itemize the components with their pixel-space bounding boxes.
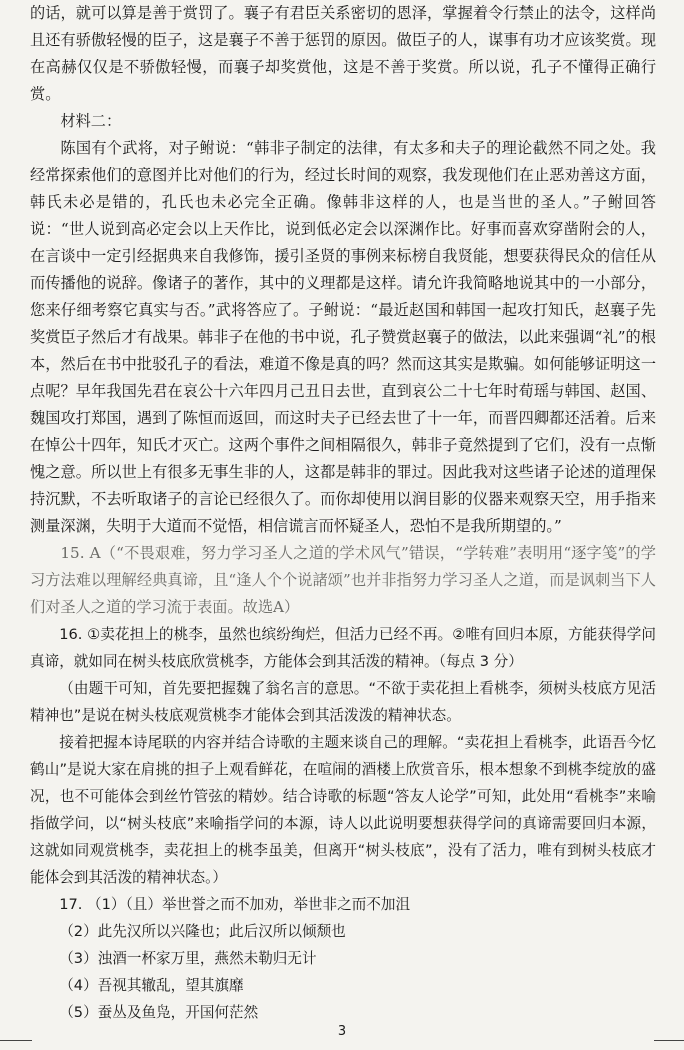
answer-16-explanation-cont: 接着把握本诗尾联的内容并结合诗歌的主题来谈自己的理解。“卖花担上看桃李，此语吾今忆鹤山”是说大家在肩挑的担子上观看鲜花，在喧闹的酒楼上欣赏音乐，根本想象不到桃李绽放的盛况，也不可能体会到丝竹管弦的精妙。结合诗歌的标题“答友人论学”可知，此处用“看桃李”来喻指做学问，以“树头枝底”来喻指学问的本源，诗人以此说明要想获得学问的真谛需要回归本源，这就如同观赏桃李，卖花担上的桃李虽美，但离开“树头枝底”，没有了活力，唯有到树头枝底才能体会到其活泼的精神状态。） <box>30 734 656 886</box>
answer-15: 15. A（“不畏艰难，努力学习圣人之道的学术风气”错误，“学转难”表明用“逐字笺”的学习方法难以理解经典真谛，且“逢人个个说諸颂”也并非指努力学习圣人之道，而是讽刺当下人们对圣人之道的学习流于表面。故选A） <box>30 544 656 616</box>
answer-16: 16. ①卖花担上的桃李，虽然也缤纷绚烂，但活力已经不再。②唯有回归本原，方能获得学问真谛，就如同在树头枝底欣赏桃李，方能体会到其活泼的精神。（每点 3 分） <box>30 626 656 670</box>
section-heading: 材料二： <box>60 112 122 130</box>
paragraph: 陈国有个武将，对子鲋说：“韩非子制定的法律，有太多和夫子的理论截然不同之处。我经常探索他们的意图并比对他们的行为，经过长时间的观察，我发现他们在止恶劝善这方面，韩氏未必是错的，孔氏也未必完全正确。像韩非这样的人，也是当世的圣人。”子鲋回答说：“世人说到高必定会以上天作比，说到低必定会以深渊作比。好事而喜欢穿凿附会的人，在言谈中一定引经据典来自我修饰，援引圣贤的事例来标榜自我贤能，想要获得民众的信任从而传播他的说辞。像诸子的著作，其中的义理都是这样。请允许我简略地说其中的一小部分，您来仔细考察它真实与否。”武将答应了。子鲋说：“最近赵国和韩国一起攻打知氏，赵襄子先奖赏臣子然后才有战果。韩非子在他的书中说，孔子赞赏赵襄子的做法，以此来强调“礼”的根本，然后在书中批驳孔子的看法，难道不像是真的吗？然而这其实是欺骗。如何能够证明这一点呢？早年我国先君在哀公十六年四月己丑日去世，直到哀公二十七年时荀瑶与韩国、赵国、魏国攻打郑国，遇到了陈恒而返回，而这时夫子已经去世了十一年，而晋四卿都还活着。后来在悼公十四年，知氏才灭亡。这两个事件之间相隔很久，韩非子竟然提到了它们，没有一点惭愧之意。所以世上有很多无事生非的人，这都是韩非的罪过。因此我对这些诸子论述的道理保持沉默，不去听取诸子的言论已经很久了。而你却使用以润目影的仪器来观察天空，用手指来测量深渊，失明于大道而不觉悟，相信谎言而怀疑圣人，恐怕不是我所期望的。” <box>30 139 656 535</box>
answer-17-item: （3）浊酒一杯家万里，燕然未勒归无计 <box>59 950 317 967</box>
answer-17-item: （2）此先汉所以兴隆也；此后汉所以倾颓也 <box>59 923 346 940</box>
footer-rule-right <box>654 1040 684 1041</box>
answer-17-item: （5）蚕丛及鱼凫，开国何茫然 <box>59 1004 259 1021</box>
answer-16-explanation: （由题干可知，首先要把握魏了翁名言的意思。“不欲于卖花担上看桃李，须树头枝底方见活精神也”是说在树头枝底观赏桃李才能体会到其活泼泼的精神状态。 <box>30 680 656 724</box>
page-number: 3 <box>337 1024 347 1039</box>
answer-17-item: 17. （1）（且）举世誉之而不加劝，举世非之而不加沮 <box>59 896 411 913</box>
footer-rule-left <box>0 1040 32 1041</box>
answer-text-body <box>30 0 656 1026</box>
paragraph: 的话，就可以算是善于赏罚了。襄子有君臣关系密切的恩泽，掌握着令行禁止的法令，这样尚且还有骄傲轻慢的臣子，这是襄子不善于惩罚的原因。做臣子的人，谋事有功才应该奖赏。现在高赫仅仅是不骄傲轻慢，而襄子却奖赏他，这是不善于奖赏。所以说，孔子不懂得正确行赏。 <box>30 4 656 103</box>
answer-17-item: （4）吾视其辙乱，望其旗靡 <box>59 977 244 994</box>
